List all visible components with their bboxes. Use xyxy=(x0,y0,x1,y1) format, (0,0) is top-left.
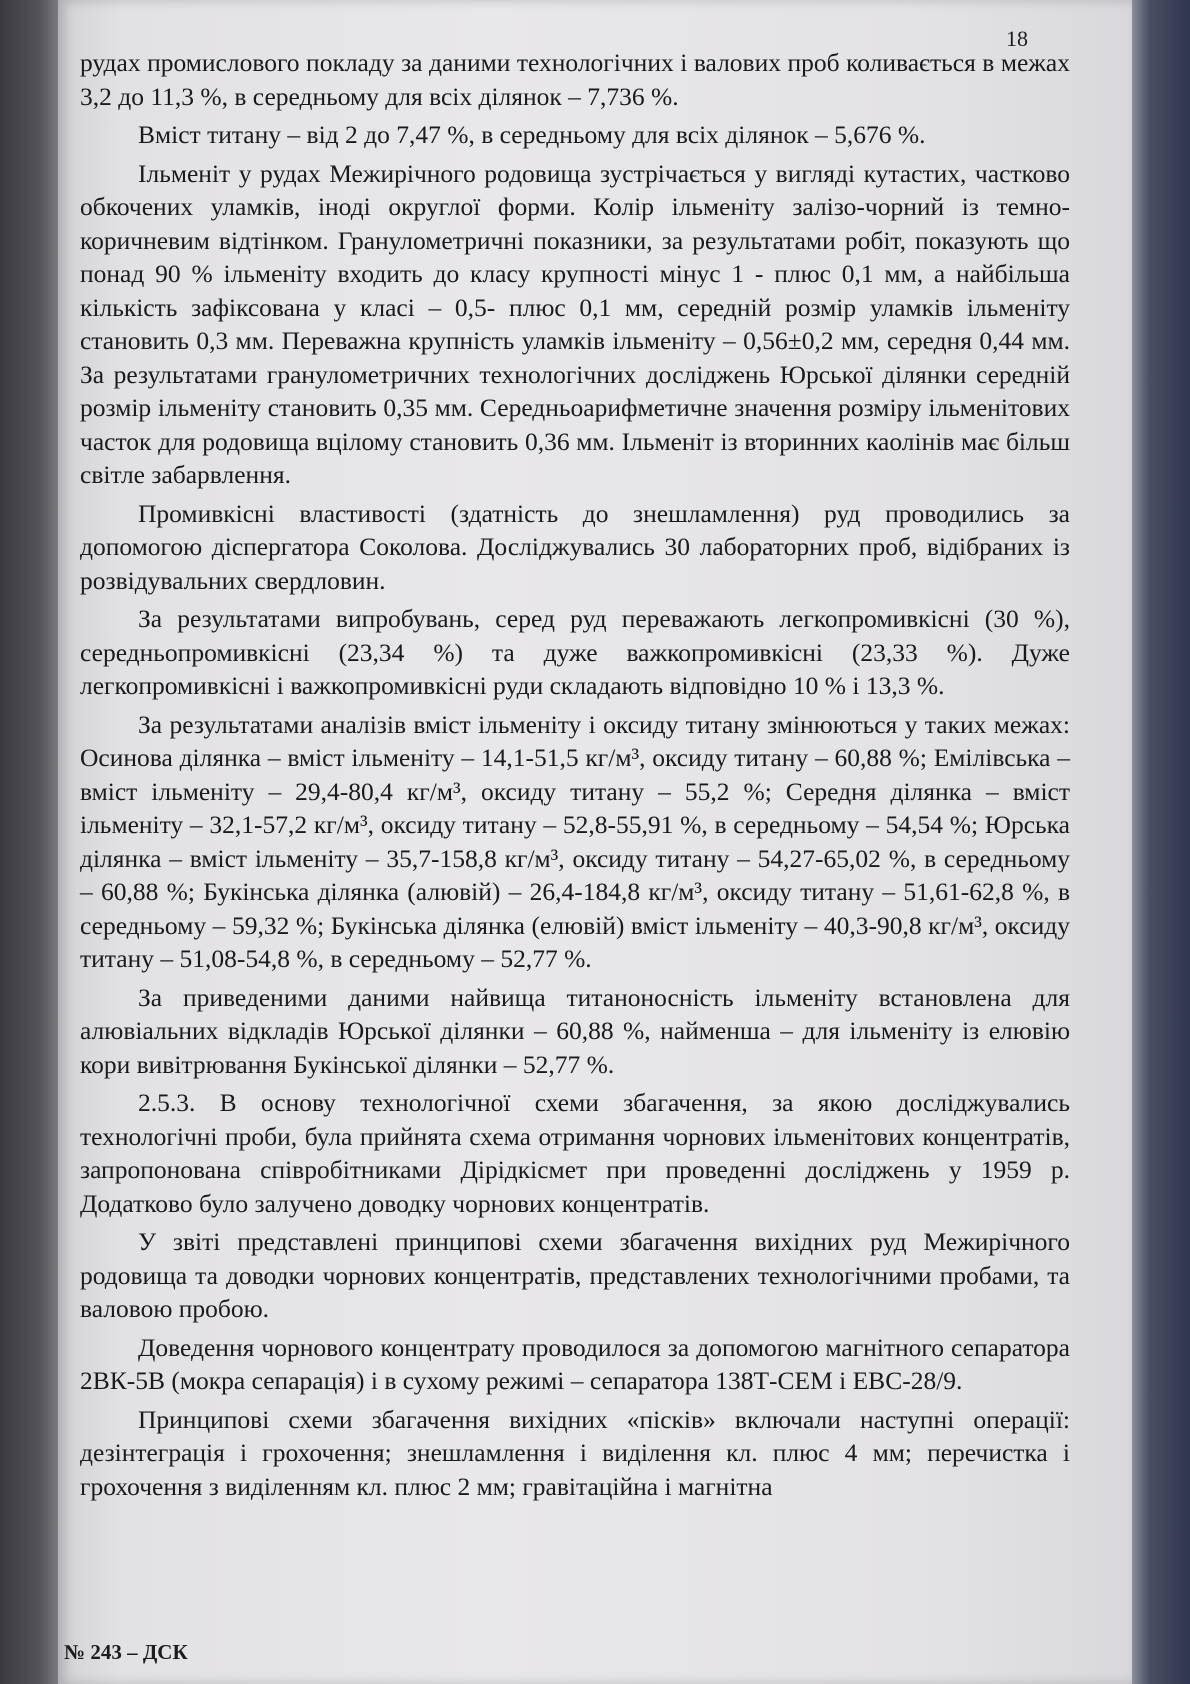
paragraph: Ільменіт у рудах Межирічного родовища зустрічається у вигляді кутастих, частково обкочених уламків, іноді округлої форми. Колір ільменіту залізо-чорний із темно-коричневим відтінком. Гранулометричні показники, за результатами робіт, показують що понад 90 % ільменіту входить до класу крупності мінус 1 - плюс 0,1 мм, а найбільша кількість зафіксована у класі – 0,5- плюс 0,1 мм, середній розмір уламків ільменіту становить 0,3 мм. Переважна крупність уламків ільменіту – 0,56±0,2 мм, середня 0,44 мм. За результатами гранулометричних технологічних досліджень Юрської ділянки середній розмір ільменіту становить 0,35 мм. Середньоарифметичне значення розміру ільменітових часток для родовища вцілому становить 0,36 мм. Ільменіт із вторинних каолінів має більш світле забарвлення. xyxy=(80,158,1070,489)
paragraph: 2.5.3. В основу технологічної схеми збагачення, за якою досліджувались технологічні проби, була прийнята схема отримання чорнових ільменітових концентратів, запропонована співробітниками Дірідкісмет при проведенні досліджень у 1959 р. Додатково було залучено доводку чорнових концентратів. xyxy=(80,1088,1070,1218)
paragraph: Доведення чорнового концентрату проводилося за допомогою магнітного сепаратора 2ВК-5В (мокра сепарація) і в сухому режимі – сепаратора 138Т-СЕМ і ЕВС-28/9. xyxy=(80,1332,1070,1395)
paragraph: Промивкісні властивості (здатність до знешламлення) руд проводились за допомогою діспергатора Соколова. Досліджувались 30 лабораторних проб, відібраних із розвідувальних свердловин. xyxy=(80,498,1070,595)
paragraph: За результатами випробувань, серед руд переважають легкопромивкісні (30 %), середньопромивкісні (23,34 %) та дуже важкопромивкісні (23,33 %). Дуже легкопромивкісні і важкопромивкісні руди складають відповідно 10 % і 13,3 %. xyxy=(80,604,1070,700)
paragraph: Вміст титану – від 2 до 7,47 %, в середньому для всіх ділянок – 5,676 %. xyxy=(138,120,926,149)
body-text xyxy=(80,46,1070,1508)
document-footer: № 243 – ДСК xyxy=(64,1640,188,1664)
page-edge xyxy=(1132,0,1190,1684)
paragraph: За приведеними даними найвища титаноносність ільменіту встановлена для алювіальних відкладів Юрської ділянки – 60,88 %, найменша – для ільменіту із елювію кори вивітрювання Букінської ділянки – 52,77 %. xyxy=(80,982,1070,1079)
page-number: 18 xyxy=(1006,26,1028,51)
paragraph: У звіті представлені принципові схеми збагачення вихідних руд Межирічного родовища та доводки чорнових концентратів, представлених технологічними пробами, та валовою пробою. xyxy=(80,1227,1070,1323)
paragraph: рудах промислового покладу за даними технологічних і валових проб коливається в межах 3,2 до 11,3 %, в середньому для всіх ділянок – 7,736 %. xyxy=(80,48,1070,111)
paragraph: Принципові схеми збагачення вихідних «пісків» включали наступні операції: дезінтеграція і грохочення; знешламлення і виділення кл. плюс 4 мм; перечистка і грохочення з виділенням кл. плюс 2 мм; гравітаційна і магнітна xyxy=(80,1404,1070,1501)
paragraph: За результатами аналізів вміст ільменіту і оксиду титану змінюються у таких межах: Осинова ділянка – вміст ільменіту – 14,1-51,5 кг/м³, оксиду титану – 60,88 %; Емілівська – вміст ільменіту – 29,4-80,4 кг/м³, оксиду титану – 55,2 %; Середня ділянка – вміст ільменіту – 32,1-57,2 кг/м³, оксиду титану – 52,8-55,91 %, в середньому – 54,54 %; Юрська ділянка – вміст ільменіту – 35,7-158,8 кг/м³, оксиду титану – 54,27-65,02 %, в середньому – 60,88 %; Букінська ділянка (алювій) – 26,4-184,8 кг/м³, оксиду титану – 51,61-62,8 %, в середньому – 59,32 %; Букінська ділянка (елювій) вміст ільменіту – 40,3-90,8 кг/м³, оксиду титану – 51,08-54,8 %, в середньому – 52,77 %. xyxy=(80,709,1070,973)
